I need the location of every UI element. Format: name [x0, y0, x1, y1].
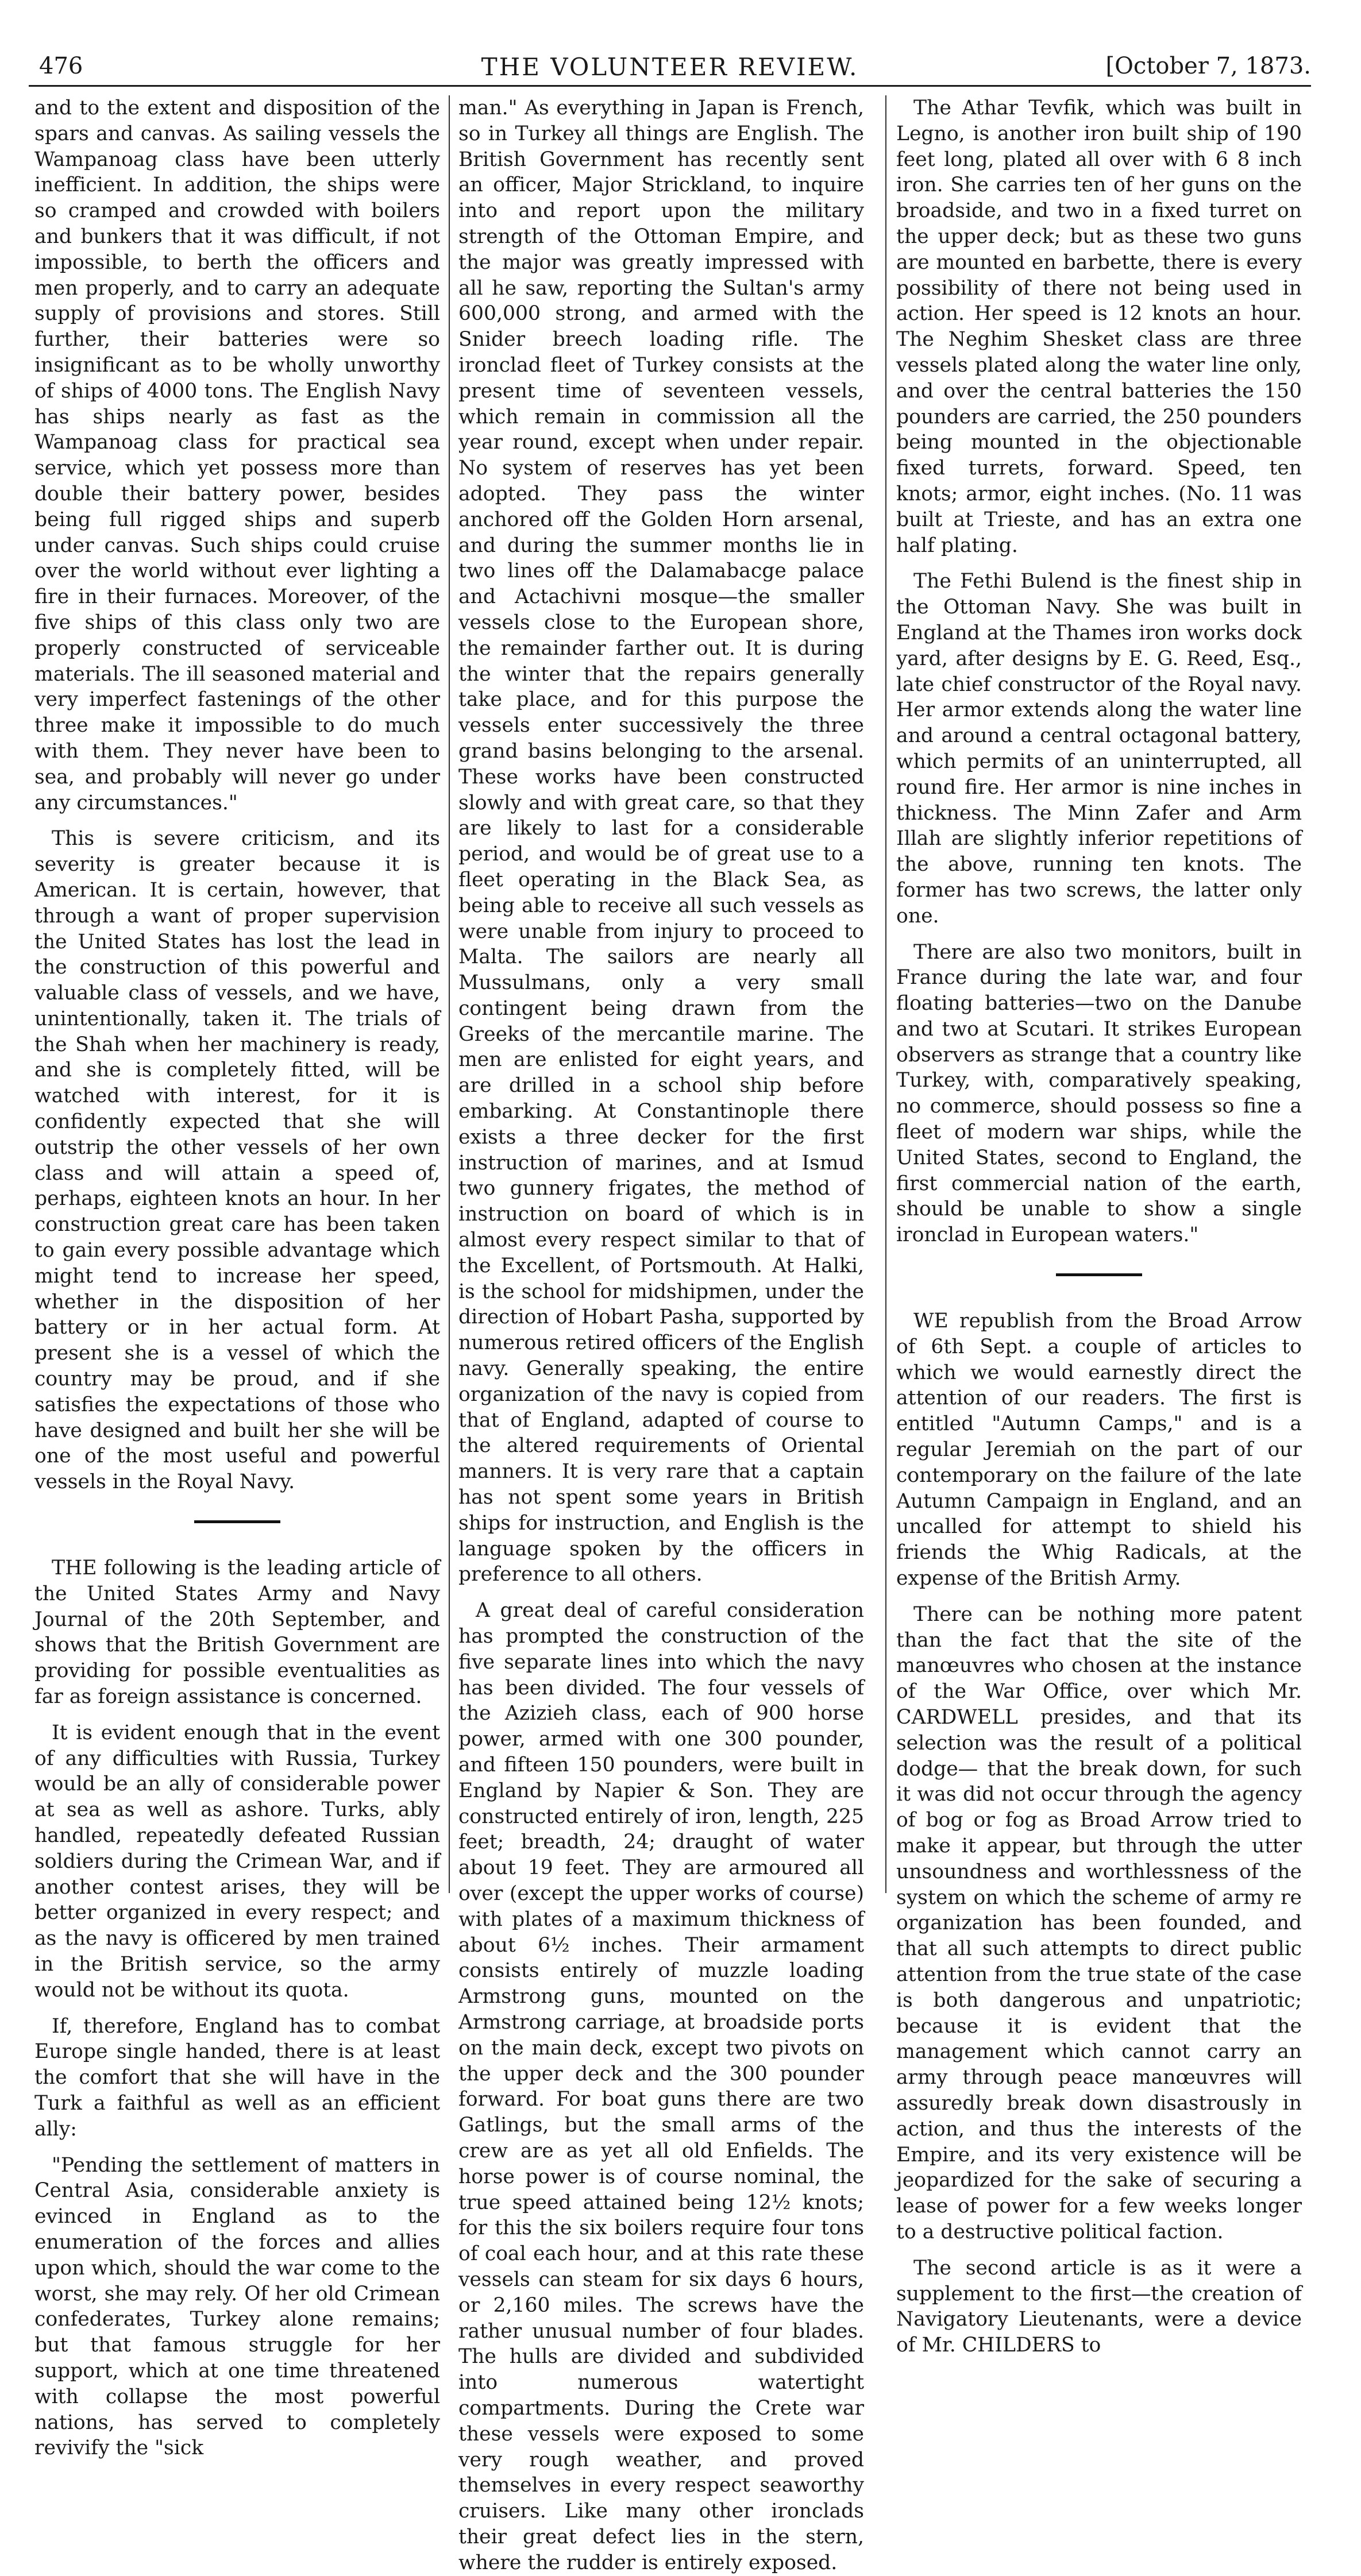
section-divider [194, 1520, 280, 1523]
page-number: 476 [39, 53, 83, 79]
paragraph: There can be nothing more patent than the fact that the site of the manœuvres who chosen at the instance of the War Office, over which Mr. CARDWELL presides, and that its selection was the result of a political dodge— that the break down, for such it was did not occur through the agency of bog or fog as Broad Arrow tried to make it appear, but through the utter unsoundness and worthlessness of the system on which the scheme of army re organization has been founded, and that all such attempts to direct public attention from the true state of the case is both dangerous and unpatriotic; because it is evident that the management which cannot carry an army through peace manœuvres will assuredly break down disastrously in action, and thus the interests of the Empire, and its very existence will be jeopardized for the sake of securing a lease of power for a few weeks longer to a destructive political faction. [896, 1602, 1302, 2243]
paragraph: If, therefore, England has to combat Europe single handed, there is at least the comfort that she will have in the Turk a faithful as well as an efficient ally: [34, 2014, 440, 2141]
paragraph: and to the extent and disposition of the spars and canvas. As sailing vessels the Wampanoag class have been utterly inefficient. In addition, the ships were so cramped and crowded with boilers and bunkers that it was difficult, if not impossible, to berth the officers and men properly, and to carry an adequate supply of provisions and stores. Still further, their batteries were so insignificant as to be wholly unworthy of ships of 4000 tons. The English Navy has ships nearly as fast as the Wampanoag class for practical sea service, which yet possess more than double their battery power, besides being full rigged ships and superb under canvas. Such ships could cruise over the world without ever lighting a fire in their furnaces. Moreover, of the five ships of this class only two are properly constructed of serviceable materials. The ill seasoned material and very imperfect fastenings of the other three make it impossible to do much with them. They never have been to sea, and probably will never go under any circumstances." [34, 96, 440, 814]
paragraph: The Athar Tevfik, which was built in Legno, is another iron built ship of 190 feet long, plated all over with 6 8 inch iron. She carries ten of her guns on the broadside, and two in a fixed turret on the upper deck; but as these two guns are mounted en barbette, there is every possibility of there not being used in action. Her speed is 12 knots an hour. The Neghim Shesket class are three vessels plated along the water line only, and over the central batteries the 150 pounders are carried, the 250 pounders being mounted in the objectionable fixed turrets, forward. Speed, ten knots; armor, eight inches. (No. 11 was built at Trieste, and has an extra one half plating. [896, 96, 1302, 557]
paragraph: A great deal of careful consideration has prompted the construction of the five separate lines into which the navy has been divided. The four vessels of the Azizieh class, each of 900 horse power, armed with one 300 pounder, and fifteen 150 pounders, were built in England by Napier & Son. They are constructed entirely of iron, length, 225 feet; breadth, 24; draught of water about 19 feet. They are armoured all over (except the upper works of course) with plates of a maximum thickness of about 6½ inches. Their armament consists entirely of muzzle loading Armstrong guns, mounted on the Armstrong carriage, at broadside ports on the main deck, except two pivots on the upper deck and the 300 pounder forward. For boat guns there are two Gatlings, but the small arms of the crew are as yet all old Enfields. The horse power is of course nominal, the true speed attained being 12½ knots; for this the six boilers require four tons of coal each hour, and at this rate these vessels can steam for six days 6 hours, or 2,160 miles. The screws have the rather unusual number of four blades. The hulls are divided and subdivided into numerous watertight compartments. During the Crete war these vessels were exposed to some very rough weather, and proved themselves in every respect seaworthy cruisers. Like many other ironclads their great defect lies in the stern, where the rudder is entirely exposed. [458, 1599, 864, 2574]
paragraph: "Pending the settlement of matters in Central Asia, considerable anxiety is evinced in England as to the enumeration of the forces and allies upon which, should the war come to the worst, she may rely. Of her old Crimean confederates, Turkey alone remains; but that famous struggle for her support, which at one time threatened with collapse the most powerful nations, has served to completely revivify the "sick [34, 2153, 440, 2460]
paragraph: THE following is the leading article of the United States Army and Navy Journal of the 20th September, and shows that the British Government are providing for possible eventualities as far as foreign assistance is concerned. [34, 1557, 440, 1709]
column-rule [449, 95, 450, 1893]
column-3 [896, 95, 1302, 2357]
page-header [29, 53, 1311, 87]
paragraph: It is evident enough that in the event of any difficulties with Russia, Turkey would be an ally of considerable power at sea as well as ashore. Turks, ably handled, repeatedly defeated Russian soldiers during the Crimean War, and if another contest arises, they will be better organized in every respect; and as the navy is officered by men trained in the British service, so the army would not be without its quota. [34, 1721, 440, 2002]
paragraph: There are also two monitors, built in France during the late war, and four floating batteries—two on the Danube and two at Scutari. It strikes European observers as strange that a country like Turkey, with, comparatively speaking, no commerce, should possess so fine a fleet of modern war ships, while the United States, second to England, the first commercial nation of the earth, should be unable to show a single ironclad in European waters." [896, 940, 1302, 1247]
column-rule [885, 95, 886, 1893]
issue-date: [October 7, 1873. [1105, 53, 1311, 79]
paragraph: man." As everything in Japan is French, so in Turkey all things are English. The British Government has recently sent an officer, Major Strickland, to inquire into and report upon the military strength of the Ottoman Empire, and the major was greatly impressed with all he saw, reporting the Sultan's army 600,000 strong, and armed with the Snider breech loading rifle. The ironclad fleet of Turkey consists at the present time of seventeen vessels, which remain in commission all the year round, except when under repair. No system of reserves has yet been adopted. They pass the winter anchored off the Golden Horn arsenal, and during the summer months lie in two lines off the Dalamabacge palace and Actachivni mosque—the smaller vessels close to the European shore, the remainder farther out. It is during the winter that the repairs generally take place, and for this purpose the vessels enter successively the three grand basins belonging to the arsenal. These works have been constructed slowly and with great care, so that they are likely to last for a considerable period, and would be of great use to a fleet operating in the Black Sea, as being able to receive all such vessels as were unable from injury to proceed to Malta. The sailors are nearly all Mussulmans, only a very small contingent being drawn from the Greeks of the mercantile marine. The men are enlisted for eight years, and are drilled in a school ship before embarking. At Constantinople there exists a three decker for the first instruction of marines, and at Ismud two gunnery frigates, the method of instruction on board of which is in almost every respect similar to that of the Excellent, of Portsmouth. At Halki, is the school for midshipmen, under the direction of Hobart Pasha, supported by numerous retired officers of the English navy. Generally speaking, the entire organization of the navy is copied from that of England, adapted of course to the altered requirements of Oriental manners. It is very rare that a captain has not spent some years in British ships for instruction, and English is the language spoken by the officers in preference to all others. [458, 96, 864, 1586]
paragraph: WE republish from the Broad Arrow of 6th Sept. a couple of articles to which we would earnestly direct the attention of our readers. The first is entitled "Autumn Camps," and is a regular Jeremiah on the part of our contemporary on the failure of the late Autumn Campaign in England, and an uncalled for attempt to shield his friends the Whig Radicals, at the expense of the British Army. [896, 1310, 1302, 1590]
column-2 [458, 95, 864, 2574]
column-1 [34, 95, 440, 2460]
masthead-title: THE VOLUNTEER REVIEW. [481, 53, 859, 81]
paragraph: The Fethi Bulend is the finest ship in the Ottoman Navy. She was built in England at the Thames iron works dock yard, after designs by E. G. Reed, Esq., late chief constructor of the Royal navy. Her armor extends along the water line and around a central octagonal battery, which permits of an uninterrupted, all round fire. Her armor is nine inches in thickness. The Minn Zafer and Arm Illah are slightly inferior repetitions of the above, running ten knots. The former has two screws, the latter only one. [896, 570, 1302, 928]
paragraph: The second article is as it were a supplement to the first—the creation of Navigatory Lieutenants, were a device of Mr. CHILDERS to [896, 2256, 1302, 2357]
paragraph: This is severe criticism, and its severity is greater because it is American. It is certain, however, that through a want of proper supervision the United States has lost the lead in the construction of this powerful and valuable class of vessels, and we have, unintentionally, taken it. The trials of the Shah when her machinery is ready, and she is completely fitted, will be watched with interest, for it is confidently expected that she will outstrip the other vessels of her own class and will attain a speed of, perhaps, eighteen knots an hour. In her construction great care has been taken to gain every possible advantage which might tend to increase her speed, whether in the disposition of her battery or in her actual form. At present she is a vessel of which the country may be proud, and if she satisfies the expectations of those who have designed and built her she will be one of the most useful and powerful vessels in the Royal Navy. [34, 827, 440, 1494]
section-divider [1056, 1273, 1142, 1276]
